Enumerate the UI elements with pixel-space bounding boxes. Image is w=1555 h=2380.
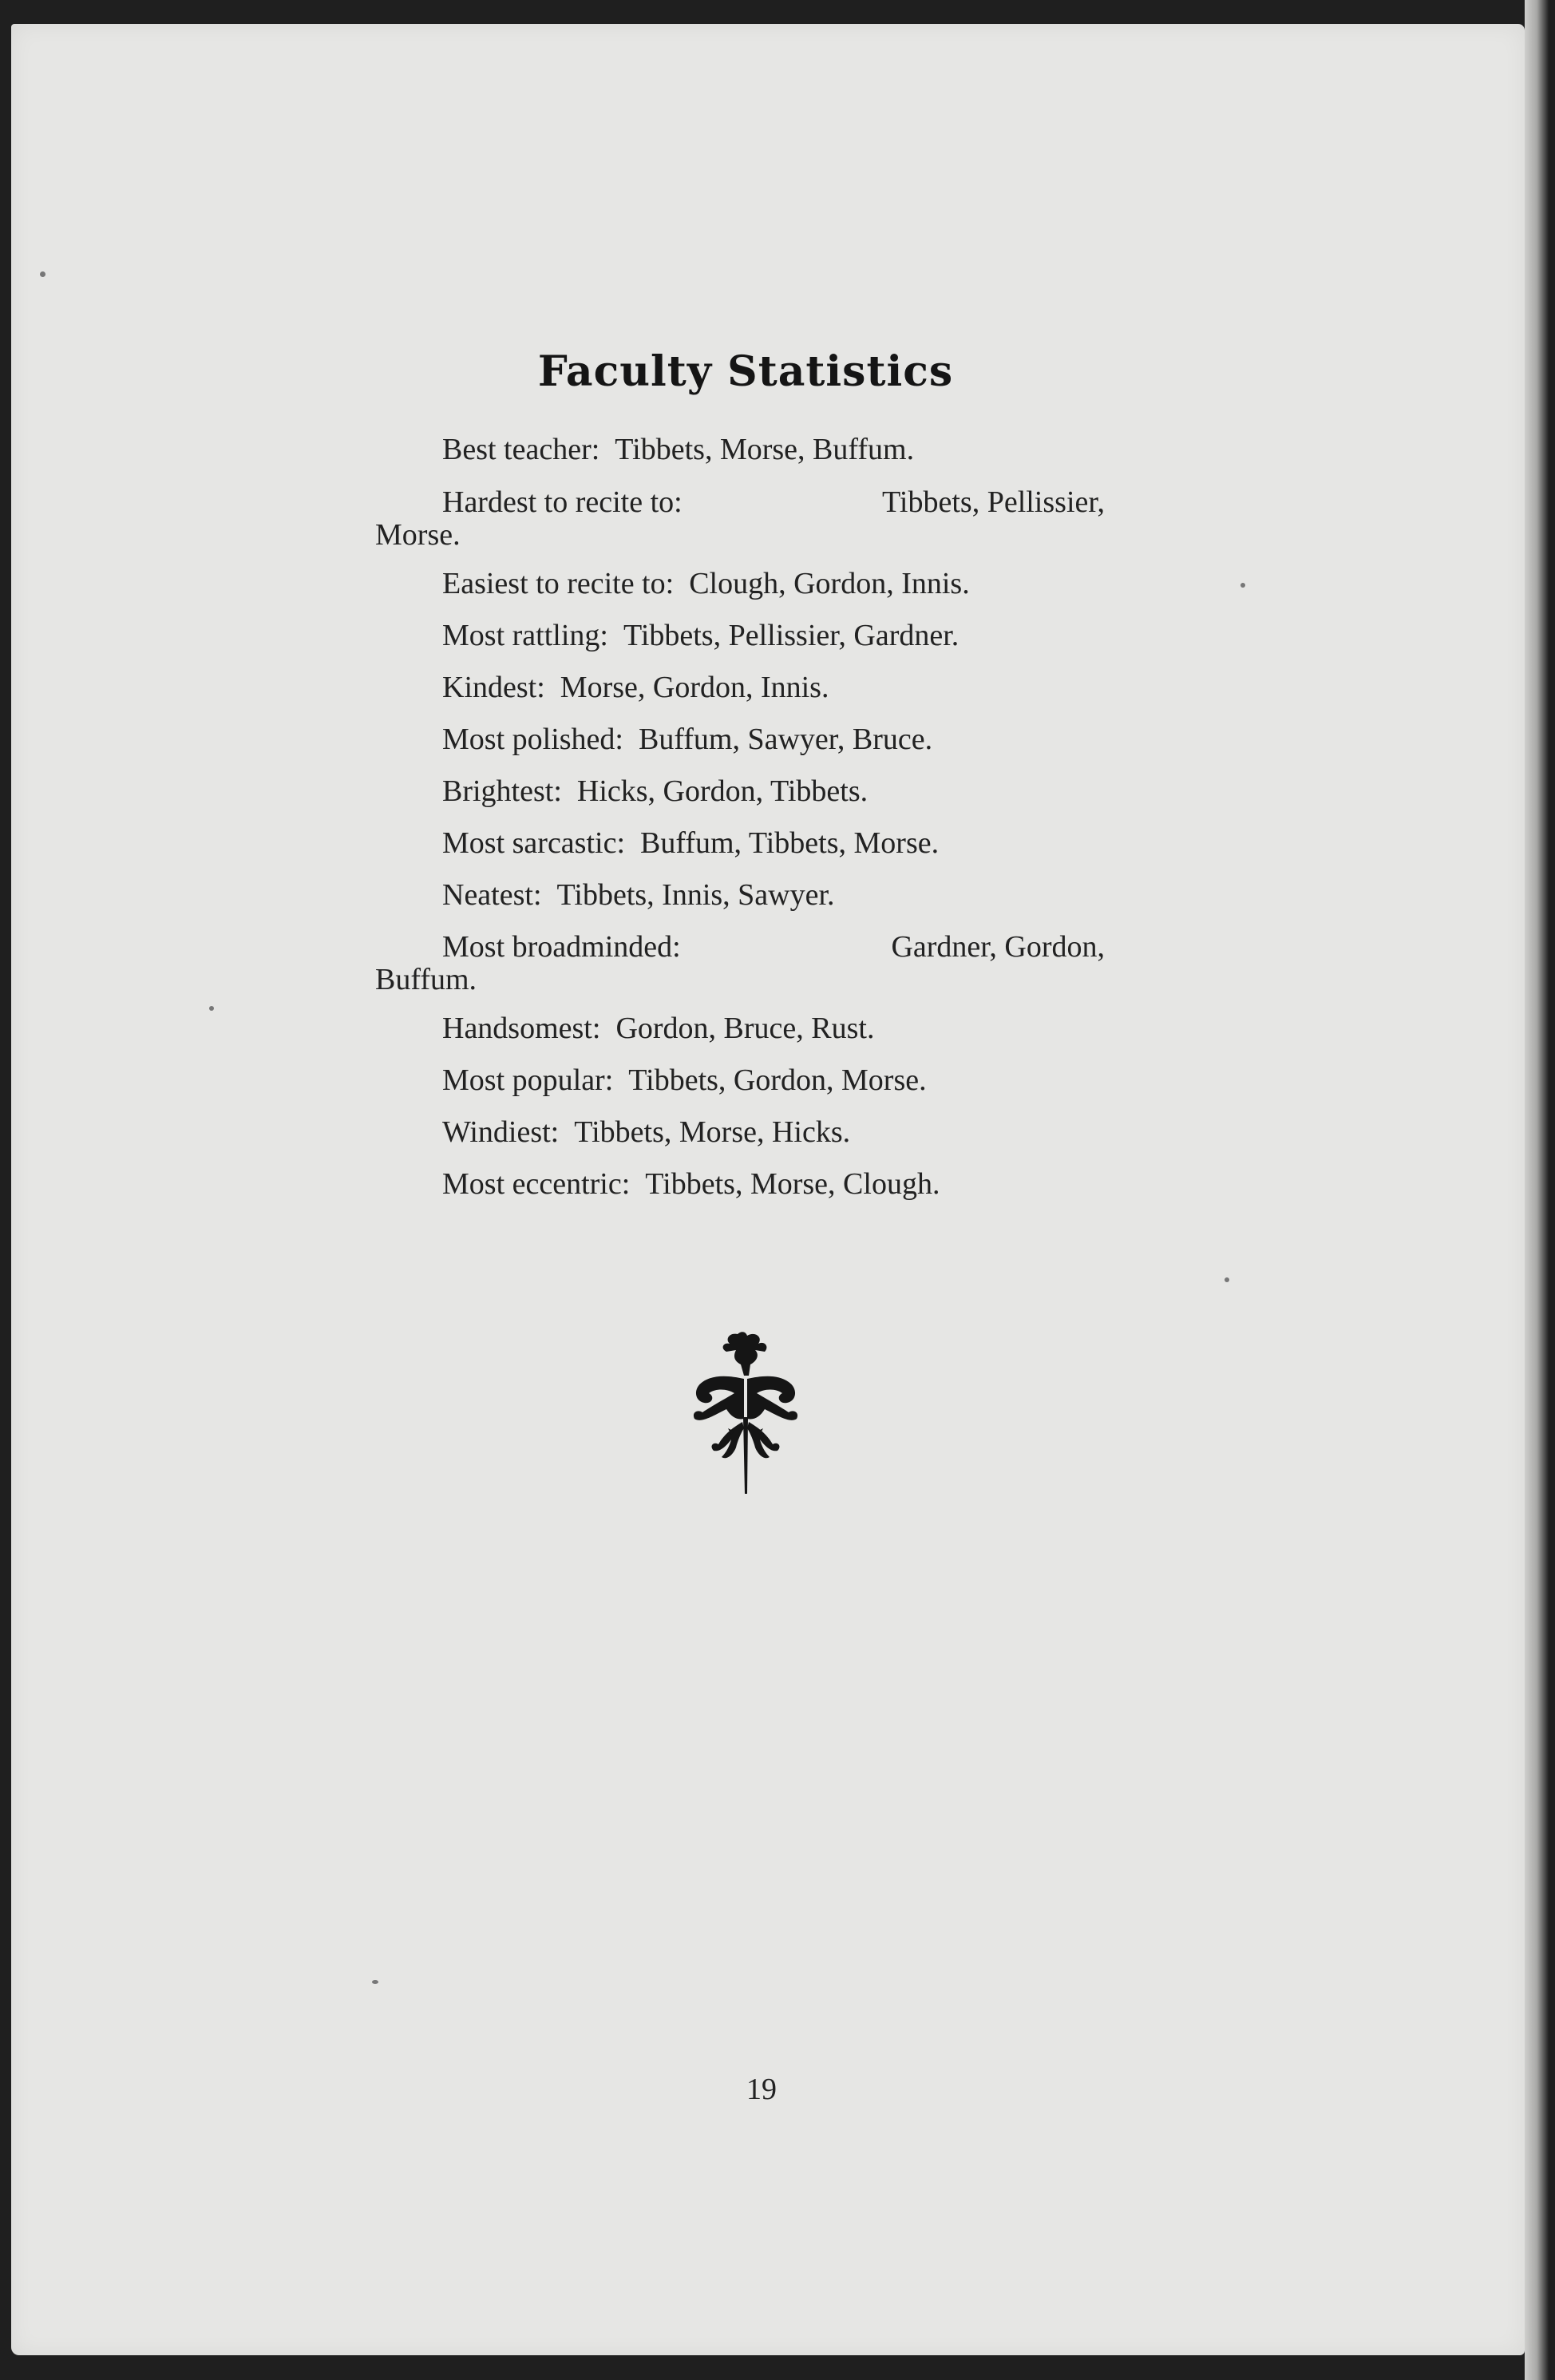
list-item [370,929,1105,994]
entry-label: Best teacher: [442,433,600,466]
entry-label: Handsomest: [442,1012,601,1045]
entry-names: Tibbets, Morse, Buffum. [615,433,915,466]
entry-names: Clough, Gordon, Innis. [689,567,970,600]
list-item [370,565,1105,602]
list-item [370,1010,1105,1047]
page-title: Faculty Statistics [537,347,954,396]
entry-label: Hardest to recite to: [442,485,683,519]
list-item [370,1166,1105,1202]
entry-label: Kindest: [442,671,545,704]
entry-names: Morse, Gordon, Innis. [560,671,829,704]
fleuron-icon [682,1329,809,1497]
list-item [370,721,1105,758]
book-page [11,24,1525,2355]
page-number: 19 [746,2073,777,2106]
list-item [370,773,1105,810]
entry-label: Neatest: [442,878,542,912]
entry-names: Tibbets, Innis, Sawyer. [556,878,835,912]
entry-continuation: Morse. [375,518,461,552]
list-item [370,1114,1105,1150]
entry-names: Tibbets, Pellissier, Gardner. [623,619,960,652]
list-item [370,617,1105,654]
entry-names: Tibbets, Morse, Hicks. [574,1115,851,1149]
entry-names: Tibbets, Pellissier, [882,485,1105,519]
entry-names: Tibbets, Gordon, Morse. [628,1063,927,1097]
entry-continuation: Buffum. [375,963,477,996]
entry-label: Windiest: [442,1115,560,1149]
list-item [370,669,1105,706]
entry-names: Hicks, Gordon, Tibbets. [576,774,869,808]
list-item [370,877,1105,913]
entry-label: Most popular: [442,1063,614,1097]
entry-label: Brightest: [442,774,562,808]
entry-label: Easiest to recite to: [442,567,675,600]
entry-label: Most rattling: [442,619,608,652]
entry-label: Most eccentric: [442,1167,631,1201]
entry-names: Buffum, Sawyer, Bruce. [638,723,933,756]
list-item [370,484,1105,552]
statistics-list [370,431,1105,1202]
page-edge [1525,0,1555,2380]
entry-names: Gardner, Gordon, [891,930,1105,964]
entry-label: Most broadminded: [442,930,681,964]
list-item [370,825,1105,861]
list-item [370,431,1105,468]
list-item [370,1062,1105,1099]
entry-names: Tibbets, Morse, Clough. [645,1167,940,1201]
entry-label: Most polished: [442,723,623,756]
entry-names: Gordon, Bruce, Rust. [615,1012,875,1045]
entry-label: Most sarcastic: [442,826,626,860]
entry-names: Buffum, Tibbets, Morse. [640,826,940,860]
